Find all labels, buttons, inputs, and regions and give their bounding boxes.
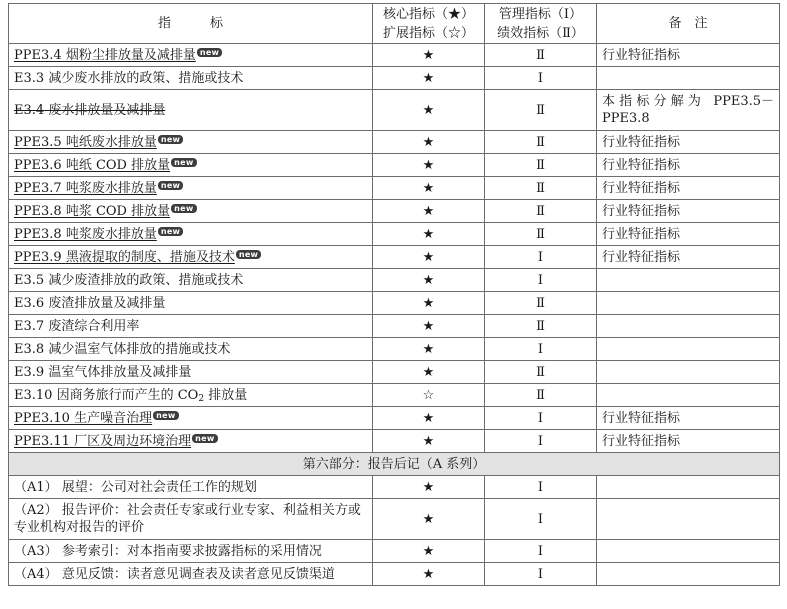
core-mark: ★ (373, 430, 485, 453)
core-mark: ★ (373, 563, 485, 586)
indicator-name (14, 227, 157, 242)
indicator-name (14, 411, 152, 426)
mgmt-mark: Ⅰ (485, 563, 597, 586)
core-mark: ★ (373, 361, 485, 384)
indicator-code: （A1） (14, 479, 58, 495)
section-title: 第六部分：报告后记（A 系列） (9, 453, 780, 476)
note-cell: 行业特征指标 (597, 131, 780, 154)
header-indicator: 指 标 (9, 4, 373, 44)
indicator-name (14, 342, 230, 357)
note-cell: 行业特征指标 (597, 200, 780, 223)
indicator-code: E3.7 (14, 318, 45, 334)
indicator-code: E3.5 (14, 272, 45, 288)
table-row (9, 563, 780, 586)
mgmt-mark: Ⅰ (485, 246, 597, 269)
mgmt-mark: Ⅰ (485, 67, 597, 90)
indicator-subscript: 2 (198, 393, 205, 404)
section-row (9, 453, 780, 476)
table-row (9, 200, 780, 223)
mgmt-mark: Ⅱ (485, 90, 597, 131)
core-mark: ★ (373, 131, 485, 154)
core-mark: ★ (373, 476, 485, 499)
header-core-extended (373, 4, 485, 44)
indicator-code: PPE3.11 (14, 433, 70, 449)
indicator-cell (9, 269, 373, 292)
indicator-table (8, 3, 780, 586)
indicator-cell (9, 246, 373, 269)
indicator-text: 黑液提取的制度、措施及技术 (65, 249, 235, 265)
mgmt-mark: Ⅰ (485, 269, 597, 292)
table-row (9, 131, 780, 154)
note-cell (597, 499, 780, 540)
mgmt-mark: Ⅰ (485, 499, 597, 540)
indicator-text-after: 排放量 (204, 387, 248, 403)
indicator-cell (9, 540, 373, 563)
header-management-performance (485, 4, 597, 44)
table-row (9, 90, 780, 131)
indicator-name (14, 103, 165, 118)
header-note: 备 注 (597, 4, 780, 44)
indicator-code: E3.8 (14, 341, 45, 357)
table-row (9, 361, 780, 384)
mgmt-mark: Ⅰ (485, 338, 597, 361)
mgmt-mark: Ⅱ (485, 315, 597, 338)
note-cell (597, 361, 780, 384)
indicator-text: 废渣综合利用率 (48, 318, 140, 334)
indicator-code: （A2） (14, 503, 58, 518)
note-cell: 行业特征指标 (597, 177, 780, 200)
indicator-text: 因商务旅行而产生的 CO (56, 387, 199, 403)
indicator-code: PPE3.6 (14, 157, 62, 173)
header-row (9, 4, 780, 44)
new-badge-icon: new (158, 181, 183, 190)
indicator-name (14, 250, 235, 265)
table-row (9, 540, 780, 563)
header-core-line2: 扩展指标（☆） (382, 25, 474, 41)
note-cell (597, 67, 780, 90)
mgmt-mark: Ⅱ (485, 44, 597, 67)
new-badge-icon: new (236, 250, 261, 259)
indicator-cell (9, 90, 373, 131)
note-cell (597, 269, 780, 292)
core-mark: ☆ (373, 384, 485, 407)
note-cell (597, 315, 780, 338)
core-mark: ★ (373, 177, 485, 200)
indicator-cell (9, 476, 373, 499)
indicator-text: 吨纸 COD 排放量 (65, 157, 171, 173)
note-cell: 行业特征指标 (597, 407, 780, 430)
indicator-cell (9, 430, 373, 453)
note-cell (597, 563, 780, 586)
indicator-text: 减少废渣排放的政策、措施或技术 (48, 272, 244, 288)
indicator-code: PPE3.9 (14, 249, 62, 265)
indicator-text: 报告评价：社会责任专家或行业专家、利益相关方或专业机构对报告的评价 (14, 503, 361, 535)
indicator-code: PPE3.7 (14, 180, 62, 196)
mgmt-mark: Ⅱ (485, 154, 597, 177)
note-cell: 本指标分解为 PPE3.5－PPE3.8 (597, 90, 780, 131)
indicator-cell (9, 361, 373, 384)
core-mark: ★ (373, 90, 485, 131)
indicator-code: PPE3.5 (14, 134, 62, 150)
mgmt-mark: Ⅱ (485, 384, 597, 407)
mgmt-mark: Ⅰ (485, 407, 597, 430)
note-cell (597, 384, 780, 407)
core-mark: ★ (373, 540, 485, 563)
indicator-cell (9, 407, 373, 430)
mgmt-mark: Ⅰ (485, 476, 597, 499)
new-badge-icon: new (153, 411, 178, 420)
indicator-code: PPE3.10 (14, 410, 70, 426)
indicator-code: （A4） (14, 566, 58, 582)
indicator-text: 展望：公司对社会责任工作的规划 (61, 479, 257, 495)
core-mark: ★ (373, 499, 485, 540)
table-row (9, 269, 780, 292)
core-mark: ★ (373, 407, 485, 430)
core-mark: ★ (373, 292, 485, 315)
indicator-text: 参考索引：对本指南要求披露指标的采用情况 (61, 543, 322, 559)
indicator-name (14, 319, 139, 334)
core-mark: ★ (373, 44, 485, 67)
indicator-name (14, 181, 157, 196)
note-cell: 行业特征指标 (597, 223, 780, 246)
indicator-code: E3.9 (14, 364, 45, 380)
core-mark: ★ (373, 223, 485, 246)
indicator-text: 废水排放量及减排量 (48, 102, 166, 118)
mgmt-mark: Ⅱ (485, 131, 597, 154)
header-mgmt-line2: 绩效指标（Ⅱ） (497, 25, 584, 41)
indicator-text: 温室气体排放量及减排量 (48, 364, 192, 380)
core-mark: ★ (373, 200, 485, 223)
table-row (9, 430, 780, 453)
indicator-text: 吨纸废水排放量 (65, 134, 157, 150)
indicator-cell (9, 223, 373, 246)
table-row (9, 223, 780, 246)
header-mgmt-line1: 管理指标（Ⅰ） (498, 6, 583, 22)
indicator-text: 废渣排放量及减排量 (48, 295, 166, 311)
indicator-cell (9, 338, 373, 361)
table-row (9, 499, 780, 540)
table-row (9, 315, 780, 338)
new-badge-icon: new (158, 227, 183, 236)
note-cell (597, 540, 780, 563)
indicator-code: （A3） (14, 543, 58, 559)
note-cell (597, 338, 780, 361)
mgmt-mark: Ⅱ (485, 223, 597, 246)
indicator-text: 生产噪音治理 (74, 410, 153, 426)
indicator-code: E3.3 (14, 70, 45, 86)
indicator-code: E3.10 (14, 387, 53, 403)
indicator-code: E3.6 (14, 295, 45, 311)
indicator-cell (9, 292, 373, 315)
indicator-code: PPE3.8 (14, 203, 62, 219)
table-row (9, 292, 780, 315)
table-row (9, 67, 780, 90)
mgmt-mark: Ⅱ (485, 361, 597, 384)
indicator-name (14, 48, 196, 63)
indicator-cell (9, 154, 373, 177)
indicator-cell (9, 563, 373, 586)
indicator-text: 烟粉尘排放量及减排量 (65, 47, 196, 63)
core-mark: ★ (373, 338, 485, 361)
table-row (9, 476, 780, 499)
mgmt-mark: Ⅰ (485, 540, 597, 563)
note-cell: 行业特征指标 (597, 246, 780, 269)
indicator-name (14, 71, 243, 86)
mgmt-mark: Ⅰ (485, 430, 597, 453)
indicator-cell (9, 44, 373, 67)
table-row (9, 246, 780, 269)
indicator-code: PPE3.8 (14, 226, 62, 242)
indicator-text: 吨浆废水排放量 (65, 180, 157, 196)
new-badge-icon: new (171, 204, 196, 213)
core-mark: ★ (373, 154, 485, 177)
note-cell (597, 292, 780, 315)
core-mark: ★ (373, 246, 485, 269)
indicator-name (14, 296, 165, 311)
indicator-cell (9, 200, 373, 223)
table-row (9, 407, 780, 430)
note-cell: 行业特征指标 (597, 154, 780, 177)
table-row (9, 338, 780, 361)
indicator-text: 减少废水排放的政策、措施或技术 (48, 70, 244, 86)
indicator-text: 减少温室气体排放的措施或技术 (48, 341, 231, 357)
table-row (9, 44, 780, 67)
indicator-code: PPE3.4 (14, 47, 62, 63)
new-badge-icon: new (158, 135, 183, 144)
indicator-code: E3.4 (14, 102, 45, 118)
header-core-line1: 核心指标（★） (382, 6, 474, 22)
note-cell (597, 476, 780, 499)
indicator-name (14, 273, 243, 288)
note-cell: 行业特征指标 (597, 430, 780, 453)
new-badge-icon: new (192, 434, 217, 443)
indicator-cell (9, 177, 373, 200)
indicator-name (14, 434, 191, 449)
indicator-text: 吨浆 COD 排放量 (65, 203, 171, 219)
indicator-name (14, 388, 247, 403)
indicator-cell (9, 315, 373, 338)
new-badge-icon: new (171, 158, 196, 167)
core-mark: ★ (373, 315, 485, 338)
new-badge-icon: new (197, 48, 222, 57)
mgmt-mark: Ⅱ (485, 292, 597, 315)
core-mark: ★ (373, 67, 485, 90)
table-row (9, 154, 780, 177)
indicator-text: 意见反馈：读者意见调查表及读者意见反馈渠道 (61, 566, 335, 582)
indicator-text: 厂区及周边环境治理 (74, 433, 192, 449)
indicator-cell (9, 499, 373, 540)
mgmt-mark: Ⅱ (485, 200, 597, 223)
indicator-name (14, 158, 170, 173)
indicator-cell (9, 67, 373, 90)
note-cell: 行业特征指标 (597, 44, 780, 67)
mgmt-mark: Ⅱ (485, 177, 597, 200)
indicator-name (14, 135, 157, 150)
table-row (9, 177, 780, 200)
indicator-name (14, 365, 191, 380)
indicator-text: 吨浆废水排放量 (65, 226, 157, 242)
table-row (9, 384, 780, 407)
indicator-cell (9, 131, 373, 154)
indicator-name (14, 204, 170, 219)
core-mark: ★ (373, 269, 485, 292)
indicator-cell (9, 384, 373, 407)
